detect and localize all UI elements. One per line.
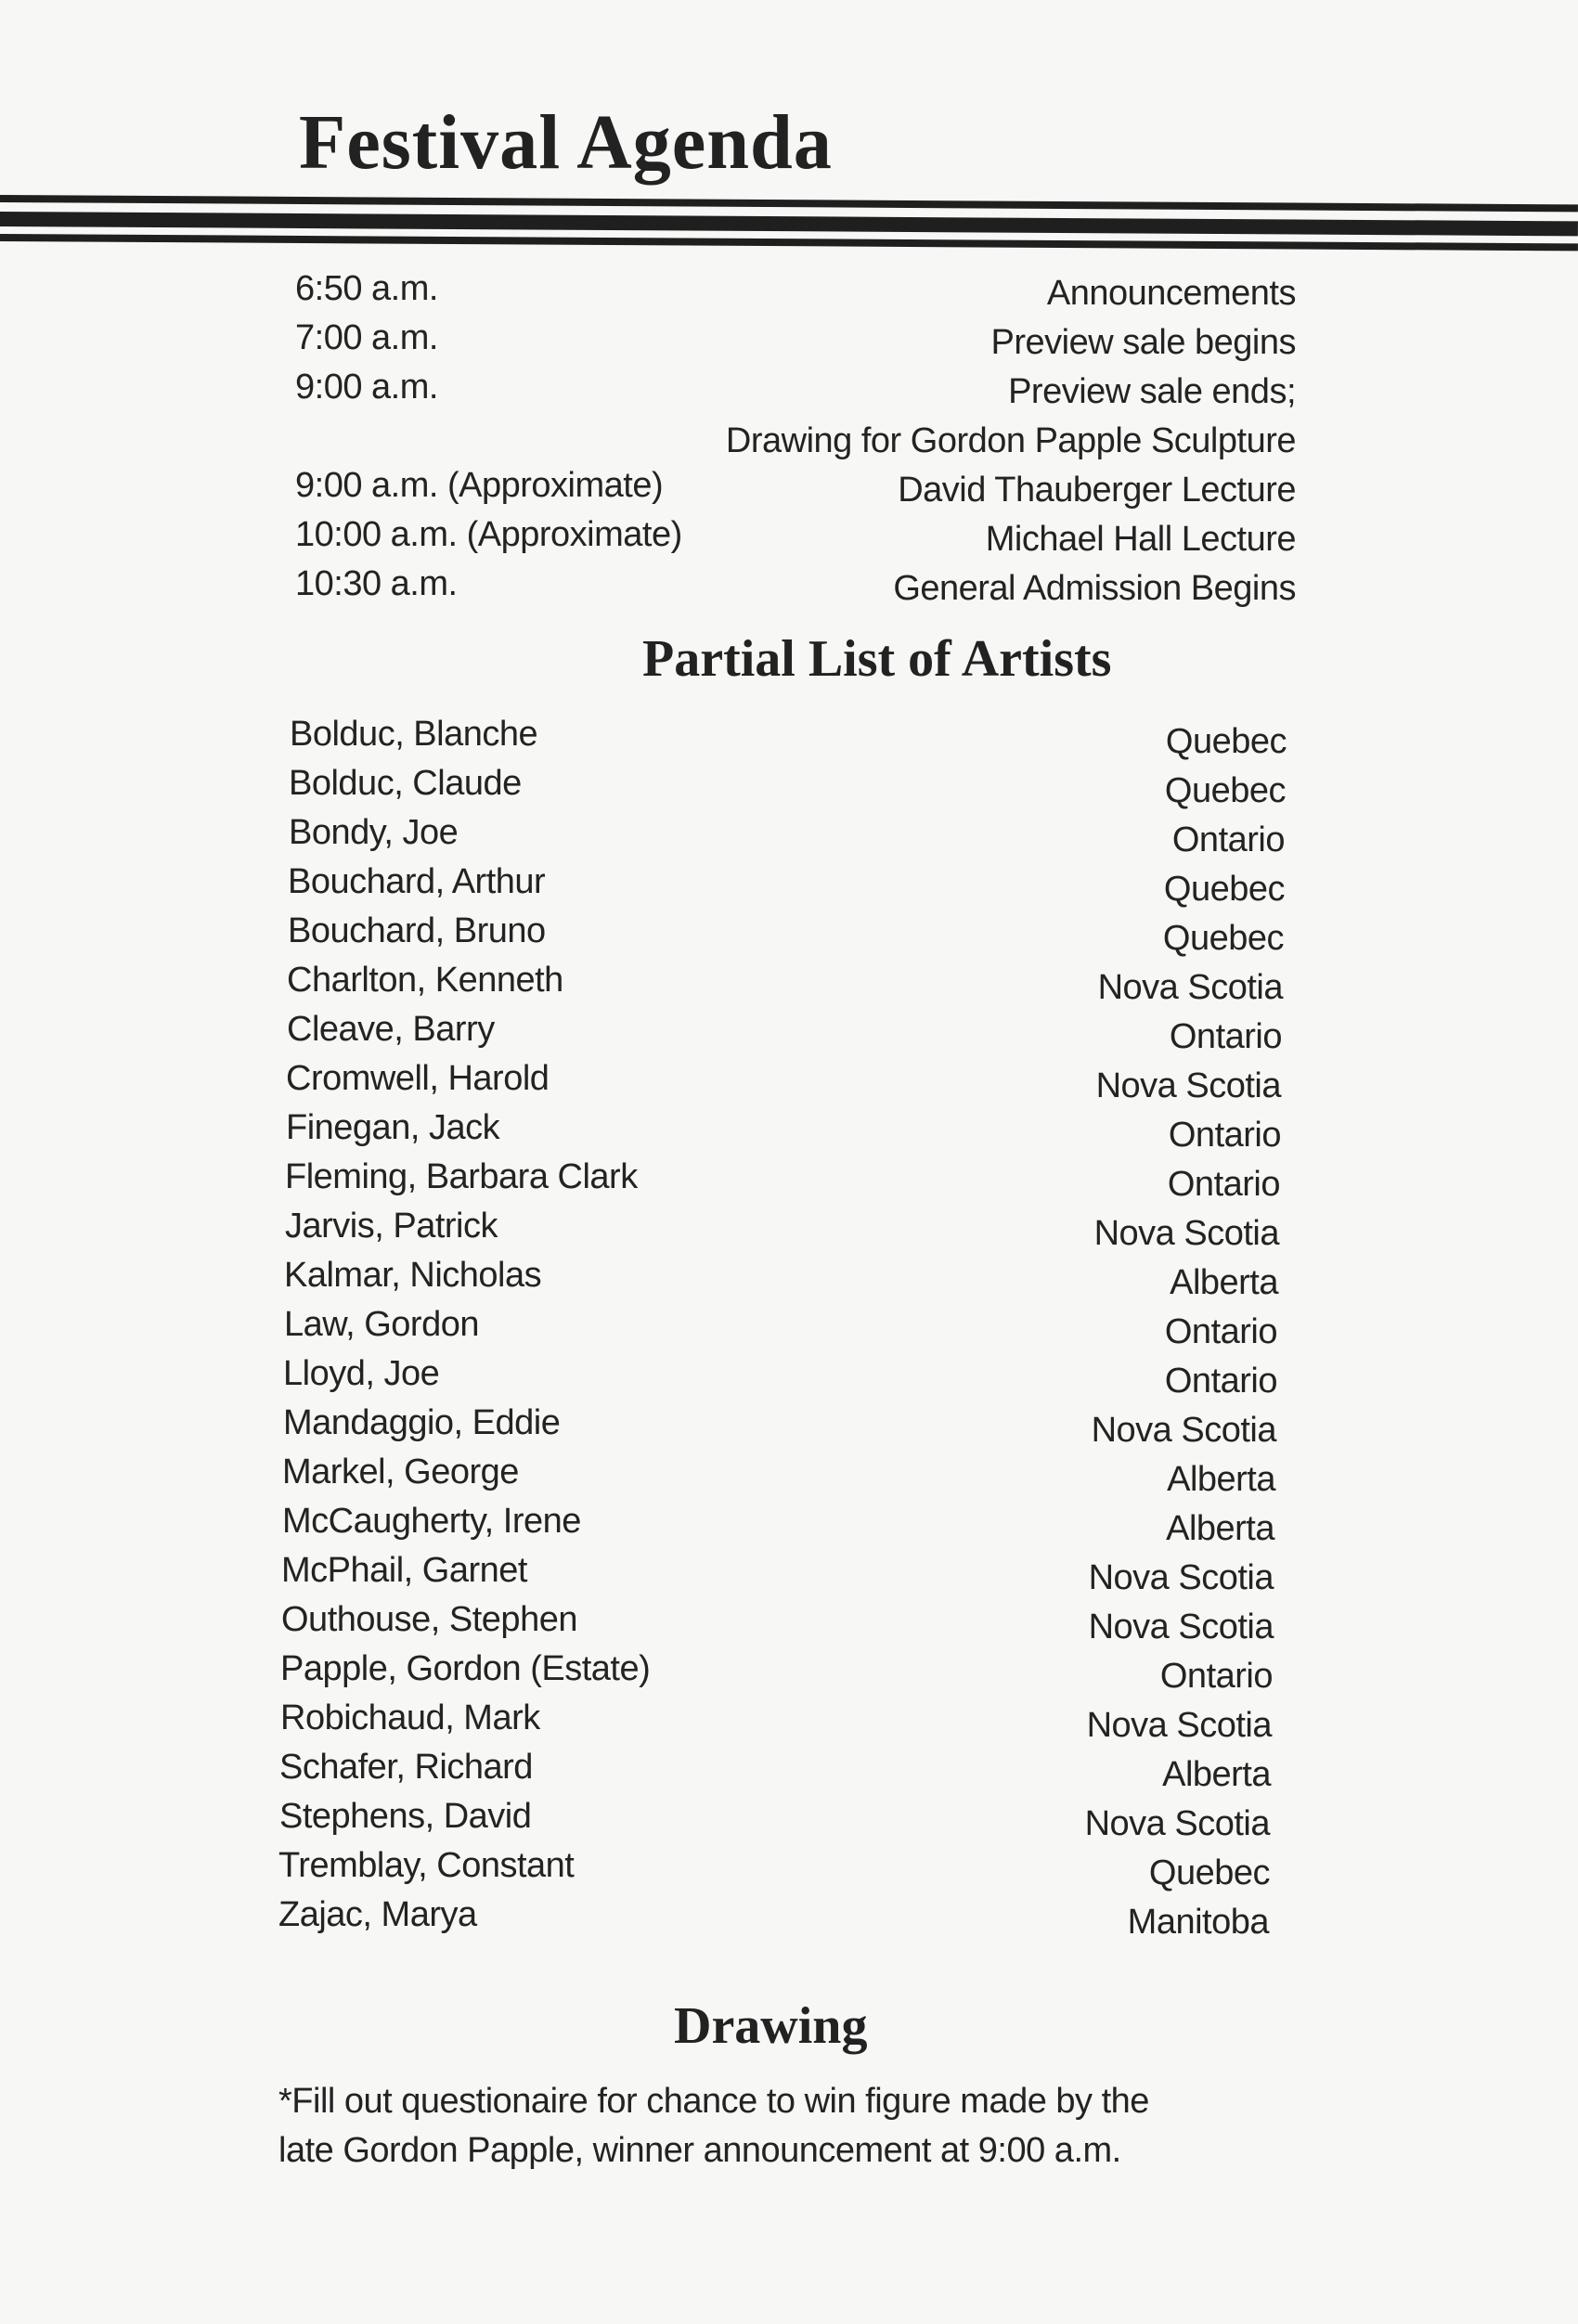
artist-name: Finegan, Jack (286, 1108, 500, 1147)
artist-province: Nova Scotia (1088, 1607, 1274, 1646)
artist-province: Nova Scotia (1097, 968, 1283, 1007)
agenda-row (295, 320, 1296, 369)
artist-province: Ontario (1168, 1116, 1281, 1155)
artist-province: Alberta (1162, 1755, 1271, 1794)
artist-province: Nova Scotia (1084, 1804, 1270, 1843)
artist-name: Robichaud, Mark (280, 1698, 540, 1737)
artist-row (286, 1059, 1287, 1110)
artist-row (278, 1895, 1287, 1946)
artist-province: Ontario (1159, 1657, 1273, 1696)
artist-row (279, 1797, 1287, 1848)
artist-name: Schafer, Richard (279, 1748, 533, 1787)
artist-row (290, 913, 1287, 962)
artist-province: Quebec (1163, 870, 1285, 909)
artist-name: Lloyd, Joe (283, 1354, 440, 1393)
artist-row (282, 1502, 1287, 1553)
artist-province: Ontario (1167, 1165, 1280, 1204)
artist-name: Markel, George (282, 1452, 519, 1491)
artist-province: Nova Scotia (1088, 1558, 1274, 1597)
artist-name: McCaugherty, Irene (282, 1502, 581, 1541)
drawing-note (278, 2084, 1149, 2182)
agenda-row (295, 566, 1296, 615)
artist-row (290, 864, 1287, 913)
artist-name: Law, Gordon (284, 1305, 479, 1344)
artist-name: Stephens, David (279, 1797, 532, 1836)
artist-name: Zajac, Marya (278, 1895, 477, 1934)
artist-name: Cromwell, Harold (286, 1059, 550, 1098)
agenda-time: 10:00 a.m. (Approximate) (295, 515, 682, 554)
artist-name: Charlton, Kenneth (287, 961, 563, 1000)
agenda-time: 9:00 a.m. (295, 368, 438, 407)
agenda-time: 10:30 a.m. (295, 564, 458, 603)
agenda-row (295, 468, 1296, 517)
artist-name: Kalmar, Nicholas (284, 1256, 542, 1295)
artist-province: Nova Scotia (1093, 1214, 1279, 1253)
agenda-event: Michael Hall Lecture (985, 520, 1296, 559)
artist-province: Alberta (1167, 1460, 1275, 1499)
artist-name: Bouchard, Arthur (288, 862, 546, 901)
artist-province: Ontario (1164, 1362, 1277, 1401)
header-rule-bottom (0, 234, 1578, 251)
agenda-time: 7:00 a.m. (295, 318, 438, 357)
artist-province: Quebec (1162, 919, 1284, 958)
artist-province: Nova Scotia (1091, 1411, 1276, 1450)
agenda-list (295, 271, 1296, 615)
artist-name: Bolduc, Blanche (290, 715, 538, 754)
artist-province: Nova Scotia (1086, 1706, 1272, 1745)
artist-row (280, 1698, 1287, 1749)
drawing-note-line: *Fill out questionaire for chance to win figure made by the (278, 2082, 1149, 2121)
artist-name: Tremblay, Constant (278, 1846, 575, 1885)
artist-name: Papple, Gordon (Estate) (280, 1649, 651, 1688)
artist-province: Nova Scotia (1095, 1066, 1281, 1105)
artist-row (282, 1452, 1287, 1504)
artist-name: Bolduc, Claude (289, 764, 522, 803)
artist-row (283, 1403, 1287, 1454)
agenda-event: Drawing for Gordon Papple Sculpture (725, 421, 1296, 460)
agenda-event: David Thauberger Lecture (898, 471, 1296, 510)
artist-name: Mandaggio, Eddie (283, 1403, 561, 1442)
artists-list (278, 715, 1287, 1946)
agenda-row (295, 419, 1296, 468)
artist-row (287, 1010, 1287, 1061)
artist-province: Manitoba (1127, 1903, 1269, 1942)
artist-row (290, 815, 1287, 864)
artist-row (284, 1256, 1287, 1307)
page-title: Festival Agenda (299, 99, 833, 186)
artist-province: Quebec (1165, 722, 1287, 761)
artist-row (284, 1305, 1287, 1356)
artist-province: Quebec (1148, 1853, 1270, 1892)
header-rule-top (0, 195, 1578, 212)
artist-row (281, 1551, 1287, 1602)
artist-row (281, 1600, 1287, 1651)
artist-province: Ontario (1169, 1017, 1282, 1056)
agenda-event: General Admission Begins (893, 569, 1296, 608)
artist-row (290, 717, 1287, 766)
drawing-note-line: late Gordon Papple, winner announcement at 9:00 a.m. (278, 2131, 1121, 2170)
agenda-event: Preview sale ends; (1008, 372, 1296, 411)
artist-name: Cleave, Barry (287, 1010, 495, 1049)
agenda-row (295, 369, 1296, 419)
artist-row (279, 1748, 1287, 1799)
agenda-row (295, 517, 1296, 566)
artist-name: Jarvis, Patrick (285, 1207, 498, 1246)
artist-name: Outhouse, Stephen (281, 1600, 577, 1639)
artist-name: Fleming, Barbara Clark (285, 1157, 638, 1196)
artist-province: Alberta (1170, 1263, 1278, 1302)
artist-row (283, 1354, 1287, 1405)
artist-name: Bouchard, Bruno (288, 911, 546, 950)
agenda-event: Announcements (1046, 274, 1296, 313)
drawing-heading: Drawing (674, 1997, 868, 2055)
artist-row (278, 1846, 1287, 1897)
header-rule-middle (0, 212, 1578, 236)
artist-row (287, 961, 1287, 1012)
artist-row (285, 1207, 1287, 1258)
artist-name: McPhail, Garnet (281, 1551, 527, 1590)
agenda-time: 6:50 a.m. (295, 269, 438, 308)
artist-province: Ontario (1164, 1312, 1277, 1351)
artist-province: Ontario (1171, 820, 1285, 859)
artists-heading: Partial List of Artists (642, 630, 1112, 688)
artist-row (290, 766, 1287, 815)
artist-province: Quebec (1164, 771, 1286, 810)
agenda-row (295, 271, 1296, 320)
agenda-event: Preview sale begins (990, 323, 1296, 362)
artist-province: Alberta (1166, 1509, 1274, 1548)
artist-name: Bondy, Joe (289, 813, 459, 852)
artist-row (280, 1649, 1287, 1700)
agenda-time: 9:00 a.m. (Approximate) (295, 466, 664, 505)
artist-row (285, 1157, 1287, 1208)
artist-row (286, 1108, 1287, 1159)
